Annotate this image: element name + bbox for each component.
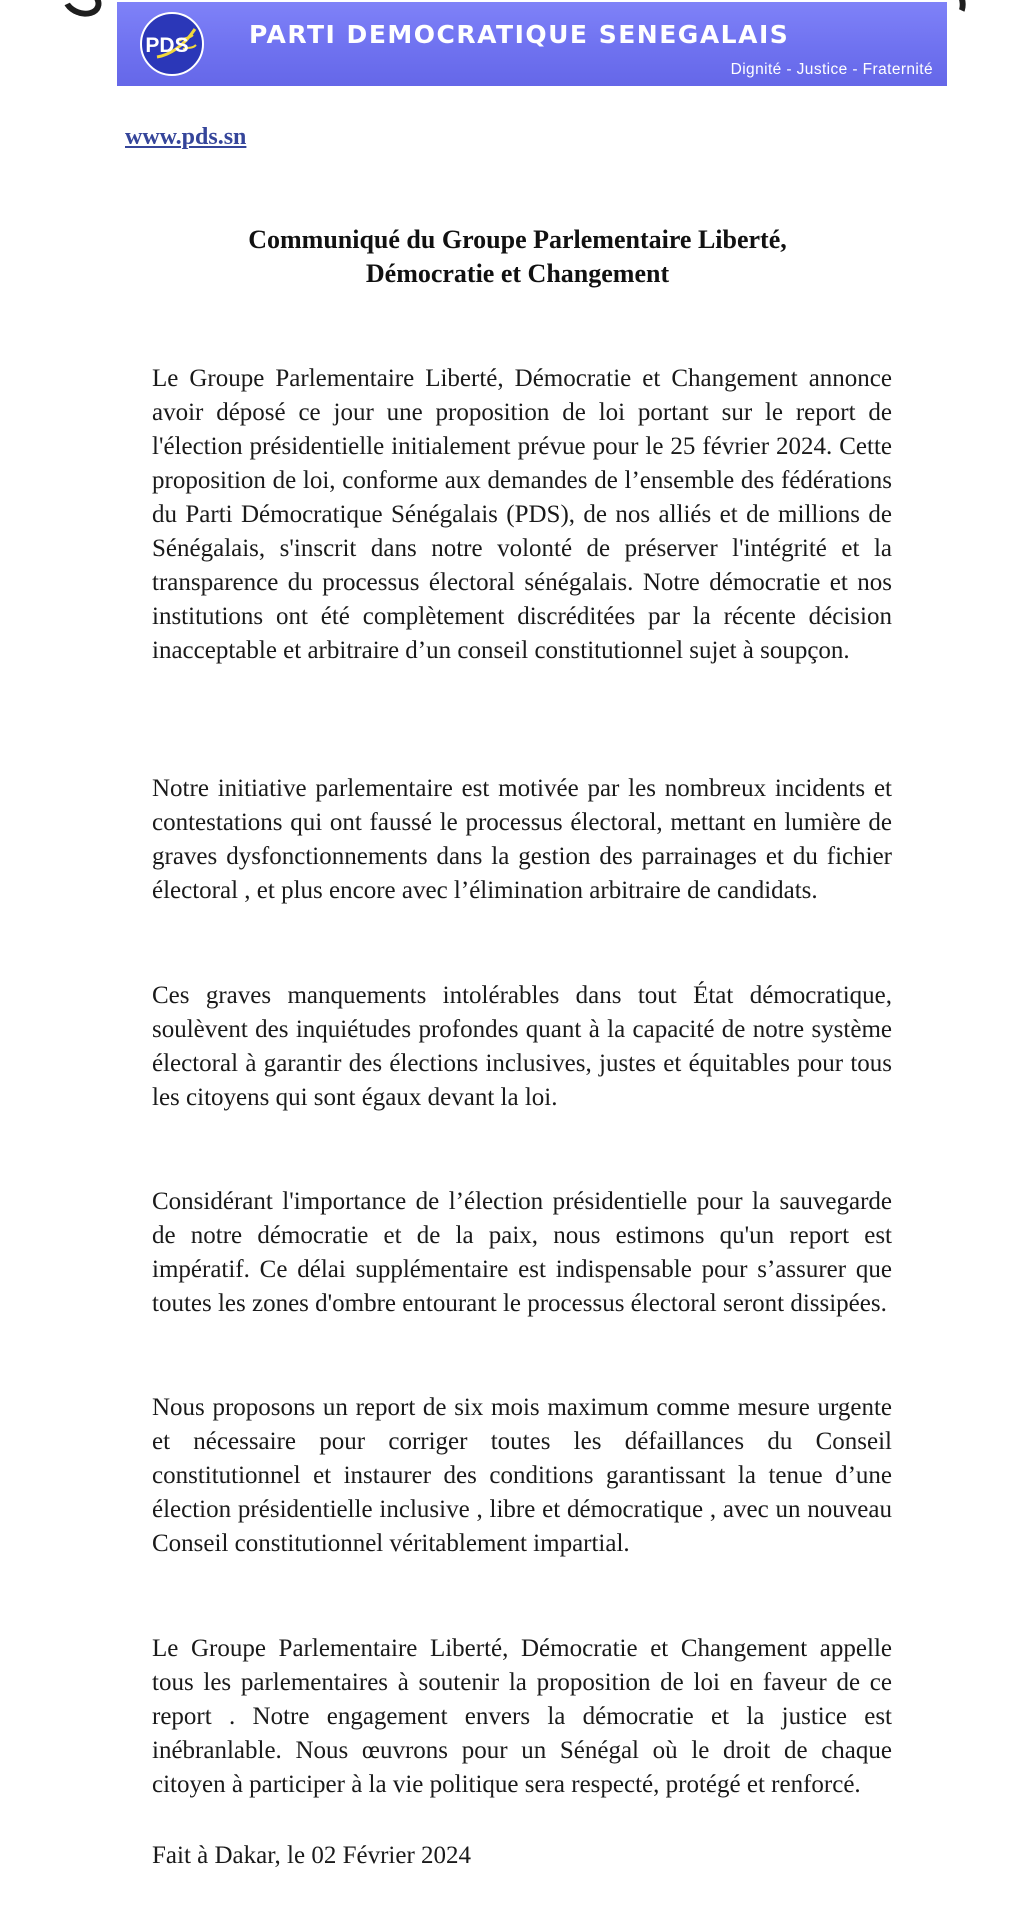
svg-text:PDS: PDS [145,34,189,57]
paragraph-announcement: Le Groupe Parlementaire Liberté, Démocratie et Changement annonce avoir déposé ce jour une proposition de loi portant sur le report de l'élection présidentielle initialement prévue pour le 25 février 2024. Cette proposition de loi, conforme aux demandes de l’ensemble des fédérations du Parti Démocratique Sénégalais (PDS), de nos alliés et de millions de Sénégalais, s'inscrit dans notre volonté de préserver l'intégrité et la transparence du processus électoral sénégalais. Notre démocratie et nos institutions ont été complètement discréditées par la récente décision inacceptable et arbitraire d’un conseil constitutionnel sujet à soupçon. [152,365,892,664]
paragraph-appeal: Le Groupe Parlementaire Liberté, Démocratie et Changement appelle tous les parlementaires à soutenir la proposition de loi en faveur de ce report . Notre engagement envers la démocratie et la justice est inébranlable. Nous œuvrons pour un Sénégal où le droit de chaque citoyen à participer à la vie politique sera respecté, protégé et renforcé. [152,1635,892,1798]
corner-fragment-left [58,0,106,22]
communique-title [125,223,910,291]
title-line-1: Communiqué du Groupe Parlementaire Liberté, [248,225,787,254]
website-link[interactable]: www.pds.sn [125,124,247,150]
place-and-date: Fait à Dakar, le 02 Février 2024 [152,1842,472,1869]
paragraph-failings: Ces graves manquements intolérables dans tout État démocratique, soulèvent des inquiétudes profondes quant à la capacité de notre système électoral à garantir des élections inclusives, justes et équitables pour tous les citoyens qui sont égaux devant la loi. [152,982,892,1111]
party-header-banner [117,2,947,86]
party-motto: Dignité - Justice - Fraternité [730,61,933,78]
party-name: PARTI DEMOCRATIQUE SENEGALAIS [249,20,790,49]
paragraph-postponement-need: Considérant l'importance de l’élection présidentielle pour la sauvegarde de notre démocratie et de la paix, nous estimons qu'un report est impératif. Ce délai supplémentaire est indispensable pour s’assurer que toutes les zones d'ombre entourant le processus électoral seront dissipées. [152,1188,892,1317]
paragraph-motivation: Notre initiative parlementaire est motivée par les nombreux incidents et contestations qui ont faussé le processus électoral, mettant en lumière de graves dysfonctionnements dans la gestion des parrainages et du fichier électoral , et plus encore avec l’élimination arbitraire de candidats. [152,775,892,904]
paragraph-proposal: Nous proposons un report de six mois maximum comme mesure urgente et nécessaire pour corriger toutes les défaillances du Conseil constitutionnel et instaurer des conditions garantissant la tenue d’une élection présidentielle inclusive , libre et démocratique , avec un nouveau Conseil constitutionnel véritablement impartial. [152,1394,892,1557]
pds-logo [139,11,205,77]
title-line-2: Démocratie et Changement [365,259,670,288]
